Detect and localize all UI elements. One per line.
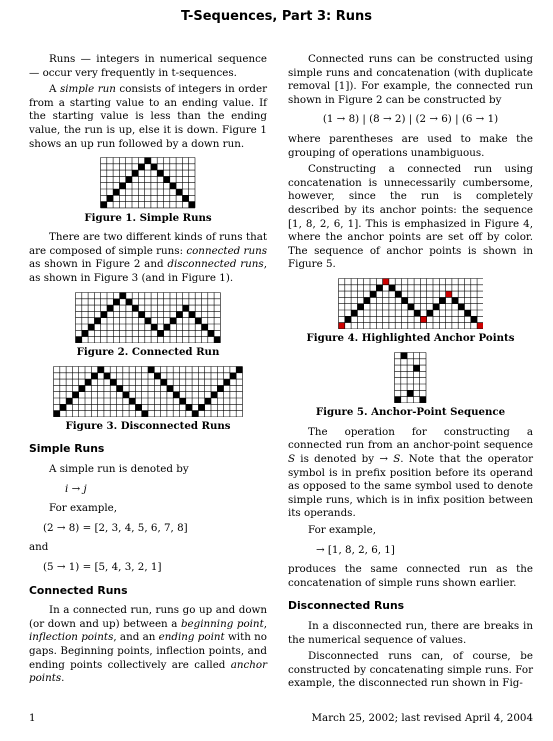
run-cell <box>82 330 88 336</box>
run-cell <box>170 183 176 189</box>
run-cell <box>91 372 97 378</box>
run-cell <box>414 310 420 316</box>
run-cell <box>107 305 113 311</box>
run-cell <box>76 336 82 342</box>
run-cell <box>433 304 439 310</box>
example-label-1: For example, <box>49 502 118 515</box>
intro-paragraph: Runs — integers in numerical sequence — occur very frequently in t-sequences. <box>29 53 267 79</box>
run-cell <box>183 305 189 311</box>
figure-4-grid <box>338 278 484 329</box>
run-cell <box>148 366 154 372</box>
run-cell <box>98 366 104 372</box>
left-column <box>29 53 267 689</box>
example-label-2: For example, <box>308 524 377 537</box>
run-cell <box>164 324 170 330</box>
run-cell <box>363 297 369 303</box>
disconnected-paragraph-1: In a disconnected run, there are breaks in the numerical sequence of values. <box>288 620 533 646</box>
run-cell <box>236 366 242 372</box>
run-cell <box>85 379 91 385</box>
run-cell <box>176 189 182 195</box>
figure-2-caption: Figure 2. Connected Run <box>76 345 220 358</box>
run-cell <box>101 202 107 208</box>
page-title: T-Sequences, Part 3: Runs <box>180 9 373 24</box>
figure-2-grid <box>75 292 221 343</box>
figure-1 <box>29 157 267 225</box>
anchor-cell <box>420 316 426 322</box>
connected-runs-paragraph: In a connected run, runs go up and down (or down and up) between a beginning point, inflection points, and an ending point with no gaps. Beginning points, inflection points, and ending points collectively are called anchor points. <box>29 604 267 685</box>
run-cell <box>376 285 382 291</box>
figure-1-caption: Figure 1. Simple Runs <box>84 211 212 224</box>
run-cell <box>426 310 432 316</box>
run-cell <box>470 316 476 322</box>
run-cell <box>157 330 163 336</box>
run-cell <box>113 298 119 304</box>
run-cell <box>189 202 195 208</box>
run-cell <box>170 317 176 323</box>
run-cell <box>120 292 126 298</box>
anchor-cell <box>382 278 388 284</box>
run-cell <box>110 379 116 385</box>
figure-2 <box>29 292 267 360</box>
figure-5-caption: Figure 5. Anchor-Point Sequence <box>315 406 506 419</box>
run-cell <box>357 304 363 310</box>
run-cell <box>208 330 214 336</box>
run-cell <box>151 324 157 330</box>
run-cell <box>401 352 407 358</box>
run-cell <box>126 177 132 183</box>
run-cell <box>123 391 129 397</box>
produces-paragraph: produces the same connected run as the concatenation of simple runs shown earlier. <box>288 563 533 589</box>
run-cell <box>202 324 208 330</box>
run-cell <box>217 385 223 391</box>
run-cell <box>164 177 170 183</box>
run-cell <box>66 397 72 403</box>
simple-run-paragraph: A simple run consists of integers in order from a starting value to an ending value. If the starting value is less than the ending value, the run is up, else it is down. Figure 1 shows an up run followed by a down run. <box>29 83 267 150</box>
run-cell <box>167 385 173 391</box>
run-cell <box>198 404 204 410</box>
run-cell <box>370 291 376 297</box>
run-cell <box>139 164 145 170</box>
run-cell <box>464 310 470 316</box>
run-cell <box>145 158 151 164</box>
and-label: and <box>29 541 49 554</box>
run-cell <box>132 170 138 176</box>
run-cell <box>211 391 217 397</box>
run-cell <box>186 404 192 410</box>
run-cell <box>54 410 60 416</box>
figure-1-grid <box>100 157 196 208</box>
section-heading-disconnected-runs: Disconnected Runs <box>288 599 405 613</box>
run-cell <box>407 390 413 396</box>
run-cell <box>139 311 145 317</box>
figure-4 <box>288 278 533 346</box>
run-cell <box>60 404 66 410</box>
run-cell <box>414 365 420 371</box>
simple-run-denoted: A simple run is denoted by <box>49 463 189 476</box>
figure-4-caption: Figure 4. Highlighted Anchor Points <box>306 332 515 345</box>
run-cell <box>395 396 401 402</box>
page-number: 1 <box>29 712 36 724</box>
run-cell <box>420 396 426 402</box>
run-cell <box>189 311 195 317</box>
run-cell <box>451 297 457 303</box>
run-cell <box>154 372 160 378</box>
right-column <box>288 53 533 694</box>
run-cell <box>214 336 220 342</box>
run-cell <box>120 183 126 189</box>
run-cell <box>230 372 236 378</box>
anchor-cell <box>338 322 344 328</box>
run-cell <box>117 385 123 391</box>
run-cell <box>129 397 135 403</box>
section-heading-simple-runs: Simple Runs <box>29 442 105 456</box>
run-cell <box>132 305 138 311</box>
figure-5-grid <box>394 352 427 403</box>
section-heading-connected-runs: Connected Runs <box>29 583 128 597</box>
run-cell <box>142 410 148 416</box>
anchor-cell <box>477 322 483 328</box>
run-cell <box>205 397 211 403</box>
run-cell <box>161 379 167 385</box>
concatenation-equation: (1 → 8) | (8 → 2) | (2 → 6) | (6 → 1) <box>322 113 499 126</box>
run-cell <box>126 298 132 304</box>
run-cell <box>157 170 163 176</box>
anchor-sequence-equation: → [1, 8, 2, 6, 1] <box>316 543 395 556</box>
equation-down-run: (5 → 1) = [5, 4, 3, 2, 1] <box>43 561 162 574</box>
run-cell <box>224 379 230 385</box>
run-cell <box>145 317 151 323</box>
parentheses-paragraph: where parentheses are used to make the grouping of operations unambiguous. <box>288 132 533 159</box>
simple-run-notation: i → j <box>65 482 87 495</box>
run-cell <box>135 404 141 410</box>
run-cell <box>176 311 182 317</box>
disconnected-paragraph-2: Disconnected runs can, of course, be constructed by concatenating simple runs. For example, the disconnected run shown in Fig- <box>288 650 533 690</box>
run-cell <box>183 195 189 201</box>
run-cell <box>179 397 185 403</box>
run-cell <box>104 372 110 378</box>
run-cell <box>192 410 198 416</box>
run-cell <box>151 164 157 170</box>
run-kinds-paragraph: There are two different kinds of runs that are composed of simple runs: connected runs as shown in Figure 2 and disconnected runs, as shown in Figure 3 (and in Figure 1). <box>29 231 268 284</box>
figure-5 <box>288 352 533 420</box>
run-cell <box>351 310 357 316</box>
run-cell <box>72 391 78 397</box>
run-cell <box>344 316 350 322</box>
construction-paragraph: Connected runs can be constructed using simple runs and concatenation (with duplicate removal [1]). For example, the connected run shown in Figure 2 can be constructed by <box>288 53 533 106</box>
operator-paragraph: The operation for constructing a connected run from an anchor-point sequence S is denoted by → S. Note that the operator symbol is in prefix position before its operand as opposed to the same symbol used to denote simple runs, which is in infix position between its operands. <box>288 425 534 520</box>
run-cell <box>407 304 413 310</box>
run-cell <box>173 391 179 397</box>
figure-3 <box>29 366 267 434</box>
anchor-cell <box>445 291 451 297</box>
run-cell <box>107 195 113 201</box>
run-cell <box>395 291 401 297</box>
run-cell <box>388 285 394 291</box>
run-cell <box>94 317 100 323</box>
run-cell <box>439 297 445 303</box>
figure-3-caption: Figure 3. Disconnected Runs <box>65 419 231 432</box>
revision-date: March 25, 2002; last revised April 4, 2004 <box>311 712 533 724</box>
run-cell <box>195 317 201 323</box>
equation-up-run: (2 → 8) = [2, 3, 4, 5, 6, 7, 8] <box>43 521 188 534</box>
figure-3-grid <box>53 366 243 417</box>
run-cell <box>113 189 119 195</box>
run-cell <box>79 385 85 391</box>
anchor-description-paragraph: Constructing a connected run using concatenation is unnecessarily cumbersome, however, since the run is completely described by its anchor points: the sequence [1, 8, 2, 6, 1]. This is emphasized in Figure 4, where the anchor points are set off by color. The sequence of anchor points is shown in Figure 5. <box>288 163 533 271</box>
run-cell <box>101 311 107 317</box>
run-cell <box>88 324 94 330</box>
run-cell <box>401 297 407 303</box>
run-cell <box>458 304 464 310</box>
